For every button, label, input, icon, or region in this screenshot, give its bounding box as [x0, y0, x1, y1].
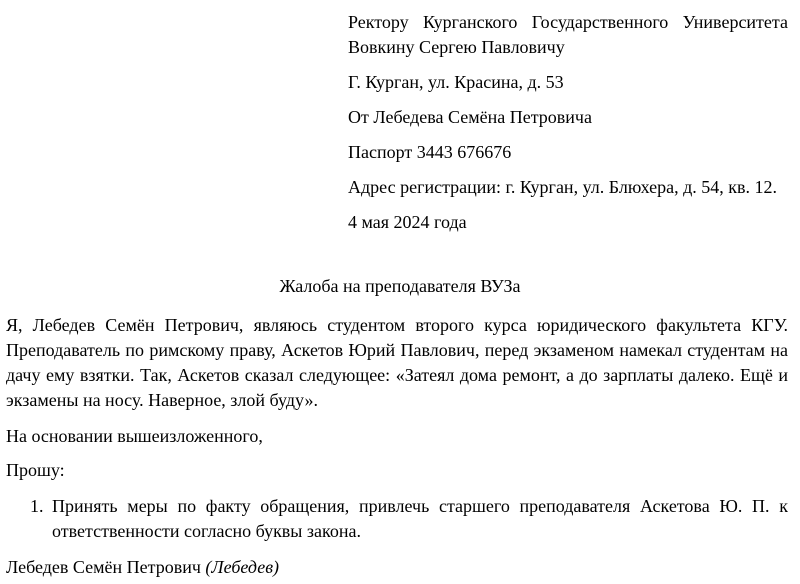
- signature-line: [6, 555, 788, 580]
- request-label: Прошу:: [6, 460, 65, 480]
- list-item: [30, 494, 788, 544]
- list-item-text: Принять меры по факту обращения, привлечь старшего преподавателя Аскетова Ю. П. к ответственности согласно буквы закона.: [52, 496, 788, 541]
- signer-name: Лебедев Семён Петрович: [6, 557, 201, 577]
- complaint-paragraph: Я, Лебедев Семён Петрович, являюсь студентом второго курса юридического факультета КГУ. Преподаватель по римскому праву, Аскетов Юрий Павлович, перед экзаменом намекал студентам на дачу ему взятки. Так, Аскетов сказал следующее: «Затеял дома ремонт, а до зарплаты далеко. Ещё и экзамены на носу. Наверное, злой буду».: [6, 315, 788, 410]
- addressee-block: [348, 10, 788, 235]
- passport-line: Паспорт 3443 676676: [348, 142, 512, 162]
- document-title: Жалоба на преподавателя ВУЗа: [279, 276, 521, 296]
- sender-line: От Лебедева Семёна Петровича: [348, 107, 592, 127]
- university-address: Г. Курган, ул. Красина, д. 53: [348, 72, 564, 92]
- addressee-line: Ректору Курганского Государственного Университета Вовкину Сергею Павловичу: [348, 12, 788, 57]
- request-list: [30, 494, 788, 544]
- basis-line: На основании вышеизложенного,: [6, 426, 263, 446]
- list-item-number: 1.: [30, 496, 44, 516]
- registration-address: Адрес регистрации: г. Курган, ул. Блюхера, д. 54, кв. 12.: [348, 177, 778, 197]
- document-date: 4 мая 2024 года: [348, 212, 467, 232]
- handwritten-signature: (Лебедев): [205, 557, 280, 577]
